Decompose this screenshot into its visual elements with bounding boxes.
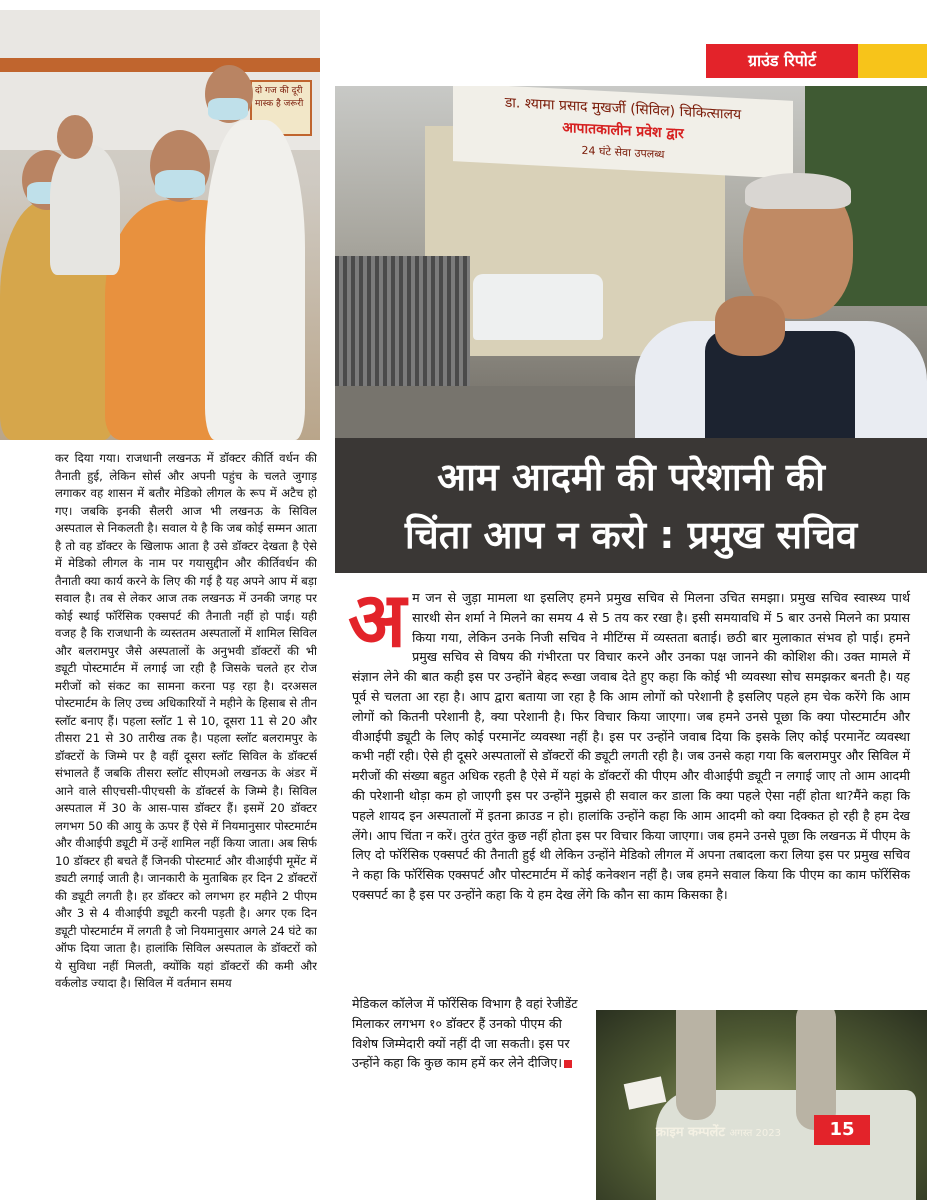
secretary-portrait	[635, 171, 927, 438]
banner-line-1: डा. श्यामा प्रसाद मुखर्जी (सिविल) चिकित्सालय	[504, 94, 742, 124]
covid-sign: दो गज की दूरी मास्क है जरूरी	[250, 80, 312, 136]
morgue-photo	[596, 1010, 927, 1200]
article-body	[348, 575, 910, 905]
man-background	[50, 145, 120, 275]
page-number: 15	[814, 1115, 870, 1145]
headline-panel	[335, 438, 927, 573]
photo-wall-stripe	[0, 58, 320, 72]
article-body-text: म जन से जुड़ा मामला था इसलिए हमने प्रमुख सचिव से मिलना उचित समझा। प्रमुख सचिव स्वास्थ्य पार्थ सारथी सेन शर्मा ने मिलने का समय 4 से 5 तय कर रखा है। इसी समयावधि में 5 बार उनसे मिलने का प्रयास किया गया, लेकिन उनके निजी सचिव ने मीटिंग्स में व्यस्तता बताई। छठी बार मुलाकात संभव हो पाई। हमने प्रमुख सचिव से विषय की गंभीरता पर विचार करने और उनका पक्ष जानने की कोशिश की। उक्त मामले में संज्ञान लेने की बात कही इस पर उन्होंने बेहद रूखा जवाब देते हुए कहा कि कोई भी व्यवस्था सोच समझकर बनती है। यह पूर्व से चलता आ रहा है। आप द्वारा बताया जा रहा है कि आम लोगों को परेशानी है इसलिए पहले हम चेक करेंगे कि आम लोगों को कितनी परेशानी है, क्या परेशानी है। फिर विचार किया जाएगा। जब हमने उनसे पूछा कि क्या पोस्टमार्टम और वीआईपी ड्यूटी के लिए कोई परमानेंट व्यवस्था नहीं है। इस पर उन्होंने जवाब दिया कि इसके लिए कोई परमानेंट व्यवस्था कभी नहीं रही। ऐसे ही दूसरे अस्पतालों से डॉक्टरों की ड्यूटी लगती रही है। जब उनसे कहा गया कि बलरामपुर और सिविल में मरीजों की संख्या बहुत अधिक रहती है ऐसे में यहां के डॉक्टरों की पीएम और वीआईपी ड्यूटी न लगाई जाए तो आम आदमी की परेशानी थोड़ा कम हो जाएगी इस पर उन्होंने मुझसे ही सवाल कर डाला कि क्या पहले ऐसा नहीं होता था?मैंने कहा कि पहले शायद इन अस्पतालों में इतना क्राउड न हो। हालांकि उन्होंने कहा कि आम आदमी को क्या दिक्कत हो रही है हम देख लेंगे। आप चिंता न करें। तुरंत तुरंत कुछ नहीं होता इस पर विचार किया जाएगा। जब हमने उनसे पूछा कि लखनऊ में पीएम के लिए दो फॉरेंसिक एक्सपर्ट की तैनाती हुई थी लेकिन उन्होंने मेडिको लीगल में अपना तबादला करा लिया इस पर प्रमुख सचिव ने कहा कि फॉरेंसिक एक्सपर्ट और पोस्टमार्टम में कोई कनेक्शन नहीं है। जब हमने सवाल किया कि पीएम का काम फॉरेंसिक एक्सपर्ट का है इस पर उन्होंने कहा कि ये हम देख लेंगे कि कौन सा काम किसका है।	[352, 590, 910, 902]
portrait-hand	[715, 296, 785, 356]
cm-hospital-visit-photo	[0, 10, 320, 440]
foot-left	[676, 1010, 716, 1120]
headline-line-2: चिंता आप न करो : प्रमुख सचिव	[404, 513, 858, 557]
article-tail	[352, 994, 587, 1073]
section-tag-label: ग्राउंड रिपोर्ट	[706, 44, 858, 78]
ambulance	[473, 274, 603, 340]
white-man-mask	[208, 98, 248, 120]
man-in-white	[205, 120, 305, 440]
saffron-man-mask	[155, 170, 205, 198]
background-man-head	[57, 115, 93, 159]
drop-cap: अ	[348, 575, 407, 664]
foot-right	[796, 1010, 836, 1130]
hospital-photo	[335, 86, 927, 438]
portrait-hair	[745, 173, 851, 209]
footer-brand-name: क्राइम कम्पलेंट	[656, 1125, 725, 1140]
headline-line-1: आम आदमी की परेशानी की	[437, 455, 825, 499]
left-column-text: कर दिया गया। राजधानी लखनऊ में डॉक्टर कीर्ति वर्धन की तैनाती हुई, लेकिन सोर्स और अपनी पहुंच के चलते जुगाड़ लगाकर वह शासन में बतौर मेडिको लीगल के रूप में अटैच हो गए। जबकि इनकी सैलरी आज भी लखनऊ के सिविल अस्पताल से निकलती है। सवाल ये है कि जब कोई सम्मन आता है तो वह डॉक्टर के खिलाफ आता है उसे डॉक्टर देखता है ऐसे में मेडिको लीगल के नाम पर गयासुद्दीन और कीर्तिवर्धन की तैनाती क्या कार्य करने के लिए की गई है यह अपने आप में बड़ा सवाल है। तब से लेकर आज तक लखनऊ में उनकी जगह पर कोई स्थाई फॉरेंसिक एक्सपर्ट की तैनाती नहीं हो पाई। यही वजह है कि राजधानी के व्यस्ततम अस्पतालों में शामिल सिविल और बलरामपुर जैसे अस्पतालों के अनुभवी डॉक्टरों की भी ड्यूटी पोस्टमार्टम में लगाई जा रही है जिसके चलते हर रोज मरीजों को संकट का सामना करना पड़ रहा है। दरअसल पोस्टमार्टम के लिए उच्च अधिकारियों ने महीने के हिसाब से तीन स्लॉट बनाए हैं। पहला स्लॉट 1 से 10, दूसरा 11 से 20 और तीसरा 21 से 30 तारीख तक है। पहला स्लॉट बलरामपुर के डॉक्टरों के जिम्मे पर है वहीं दूसरा स्लॉट सिविल के डॉक्टर्स संभालते हैं जबकि तीसरा स्लॉट सीएमओ लखनऊ के अंडर में आने वाले सीएचसी-पीएचसी के डॉक्टर्स के जिम्मे है। सिविल अस्पताल में 30 के आस-पास डॉक्टर हैं। इसमें 20 डॉक्टर लगभग 50 की आयु के ऊपर हैं ऐसे में नियमानुसार पोस्टमार्टम और वीआईपी ड्यूटी में उन्हें शामिल नहीं किया जाता। अब सिर्फ 10 डॉक्टर ही बचते हैं जिनकी पोस्टमार्ट और वीआईपी मूमेंट में ड्यटी लगाई जाती है। जानकारी के मुताबिक हर दिन 2 डॉक्टरों की ड्यूटी लगती है। हर डॉक्टर को लगभग हर महीने 2 पीएम और 3 से 4 वीआईपी ड्यूटी करनी पड़ती है। अगर एक दिन ड्यूटी पोस्टमार्टम में लगती है जो नियमानुसार अगले 24 घंटे का ऑफ दिया जाता है। हालांकि सिविल अस्पताल के डॉक्टरों को ये सुविधा नहीं मिलती, क्योंकि यहां डॉक्टरों की कमी और वर्कलोड ज्यादा है। सिविल में वर्तमान समय	[55, 451, 317, 990]
toe-tag	[624, 1076, 667, 1109]
banner-line-3: 24 घंटे सेवा उपलब्ध	[581, 143, 665, 162]
article-tail-text: मेडिकल कॉलेज में फॉरेंसिक विभाग है वहां रेजीडेंट मिलाकर लगभग १० डॉक्टर हैं उनको पीएम की विशेष जिम्मेदारी क्यों नहीं दी जा सकती। इस पर उन्होंने कहा कि कुछ काम हमें कर लेने दीजिए।	[352, 996, 578, 1071]
footer-date: अगस्त 2023	[729, 1128, 781, 1139]
section-tag	[706, 44, 927, 78]
section-tag-accent	[858, 44, 927, 78]
footer-brand	[656, 1122, 781, 1140]
end-mark-icon	[564, 1060, 572, 1068]
banner-line-2: आपातकालीन प्रवेश द्वार	[562, 119, 684, 143]
